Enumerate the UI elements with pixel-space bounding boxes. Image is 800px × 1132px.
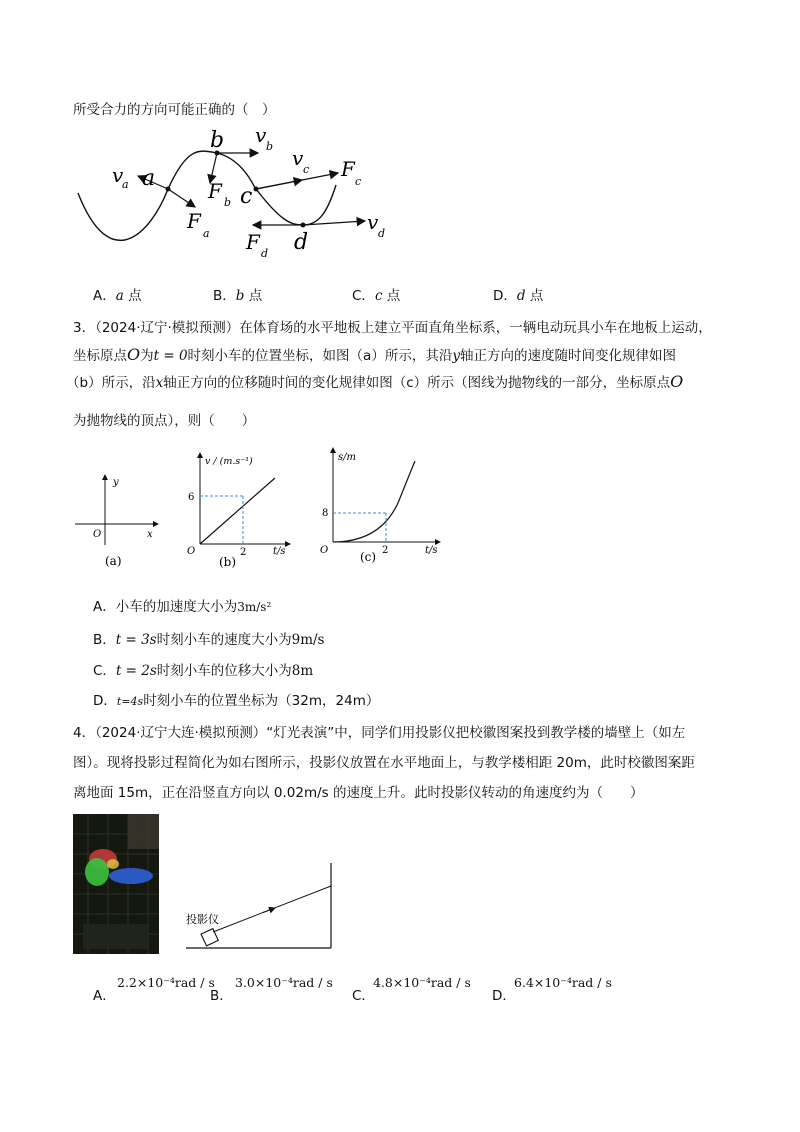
- label-Fb-F: F: [208, 179, 222, 203]
- q3-figure-c: [320, 443, 450, 573]
- q2-stem-tail: 所受合力的方向可能正确的（ ）: [73, 102, 276, 118]
- label-point-c: c: [240, 184, 253, 209]
- q2-option-c[interactable]: C．c 点: [352, 288, 401, 304]
- q4-option-d-letter[interactable]: D．: [492, 988, 516, 1004]
- q4-option-d-value: 6.4×10⁻⁴rad / s: [514, 975, 612, 990]
- fig-a-y-label: y: [113, 477, 119, 488]
- Fc-arrow: [256, 173, 338, 189]
- q3-line-1: 3．（2024·辽宁·模拟预测）在体育场的水平地板上建立平面直角坐标系，一辆电动玩具小车在地板上运动，: [73, 320, 712, 336]
- fig-c-origin: O: [320, 545, 329, 556]
- q3-option-c[interactable]: C．t = 2s时刻小车的位移大小为8m: [93, 663, 314, 679]
- q3-line-4: 为抛物线的顶点），则（ ）: [73, 413, 256, 429]
- fig-c-tick-8: 8: [322, 508, 329, 519]
- fig-b-y-label: v / (m.s⁻¹): [205, 456, 253, 467]
- q4-option-b-value: 3.0×10⁻⁴rad / s: [235, 975, 333, 990]
- label-va-sub: a: [122, 178, 129, 191]
- projector-diagram: [183, 860, 343, 955]
- label-Fa-F: F: [187, 209, 201, 233]
- fig-b-x-label: t/s: [273, 546, 286, 557]
- Fa-arrow: [168, 189, 195, 207]
- fig-a-origin: O: [93, 529, 102, 540]
- fig-a-x-label: x: [147, 529, 153, 540]
- q4-option-a-letter[interactable]: A．: [93, 988, 116, 1004]
- fig-c-y-label: s/m: [338, 452, 356, 463]
- fig-b-line: [200, 478, 275, 544]
- q2-option-d[interactable]: D．d 点: [493, 288, 544, 304]
- label-Fa-sub: a: [203, 227, 210, 240]
- q4-option-c-value: 4.8×10⁻⁴rad / s: [373, 975, 471, 990]
- label-point-a: a: [142, 166, 156, 191]
- q2-option-b[interactable]: B．b 点: [213, 288, 263, 304]
- fig-b-tick-6: 6: [188, 492, 195, 503]
- q3-line-2: 坐标原点O为t = 0时刻小车的位置坐标，如图（a）所示，其沿y轴正方向的速度随时间变化规律如图: [73, 345, 676, 364]
- fig-b-caption: (b): [219, 555, 237, 569]
- label-Fd-F: F: [246, 230, 260, 254]
- label-Fd-sub: d: [261, 247, 269, 260]
- q3-option-d[interactable]: D．t=4s时刻小车的位置坐标为（32m，24m）: [93, 693, 380, 709]
- q4-line-3: 离地面 15m，正在沿竖直方向以 0.02m/s 的速度上升。此时投影仪转动的角速度约为（ ）: [73, 785, 644, 801]
- fig-b-origin: O: [187, 546, 196, 557]
- q4-line-1: 4．（2024·辽宁大连·模拟预测）“灯光表演”中，同学们用投影仪把校徽图案投到教学楼的墙壁上（如左: [73, 725, 686, 741]
- label-Fc-F: F: [341, 157, 355, 181]
- label-Fc-sub: c: [355, 175, 362, 188]
- q3-figure-b: [185, 448, 295, 573]
- label-vc-v: v: [292, 146, 304, 170]
- label-vd-sub: d: [378, 227, 386, 240]
- q2-wave-figure: [70, 125, 400, 260]
- label-vb-v: v: [255, 125, 267, 147]
- label-vd-v: v: [367, 210, 379, 234]
- projector-label: 投影仪: [186, 913, 219, 926]
- label-vb-sub: b: [266, 140, 274, 153]
- fig-c-x-label: t/s: [425, 545, 438, 556]
- fig-c-parabola: [333, 461, 415, 542]
- q4-option-b-letter[interactable]: B．: [210, 988, 233, 1004]
- q4-option-a-value: 2.2×10⁻⁴rad / s: [117, 975, 215, 990]
- q2-option-a[interactable]: A．a 点: [93, 288, 142, 304]
- fig-c-caption: (c): [360, 550, 377, 564]
- projection-photo-art: [73, 814, 159, 954]
- projection-photo: [73, 814, 159, 954]
- q3-option-b[interactable]: B．t = 3s时刻小车的速度大小为9m/s: [93, 632, 325, 648]
- q3-figure-a: [70, 470, 170, 570]
- beam-arrow: [263, 908, 275, 913]
- label-Fb-sub: b: [224, 196, 232, 209]
- label-point-b: b: [210, 128, 225, 153]
- q3-option-a[interactable]: A．小车的加速度大小为3m/s²: [93, 599, 272, 615]
- q4-option-c-letter[interactable]: C．: [352, 988, 375, 1004]
- label-vc-sub: c: [303, 163, 310, 176]
- q4-line-2: 图）。现将投影过程简化为如右图所示，投影仪放置在水平地面上，与教学楼相距 20m，此时校徽图案距: [73, 755, 695, 771]
- fig-c-tick-2: 2: [382, 545, 389, 556]
- label-va-v: v: [112, 163, 124, 187]
- q3-line-3: （b）所示，沿x轴正方向的位移随时间的变化规律如图（c）所示（图线为抛物线的一部分，坐标原点O: [66, 372, 684, 391]
- label-point-d: d: [294, 230, 309, 255]
- fig-b-tick-2: 2: [240, 547, 247, 558]
- fig-a-caption: (a): [105, 554, 122, 568]
